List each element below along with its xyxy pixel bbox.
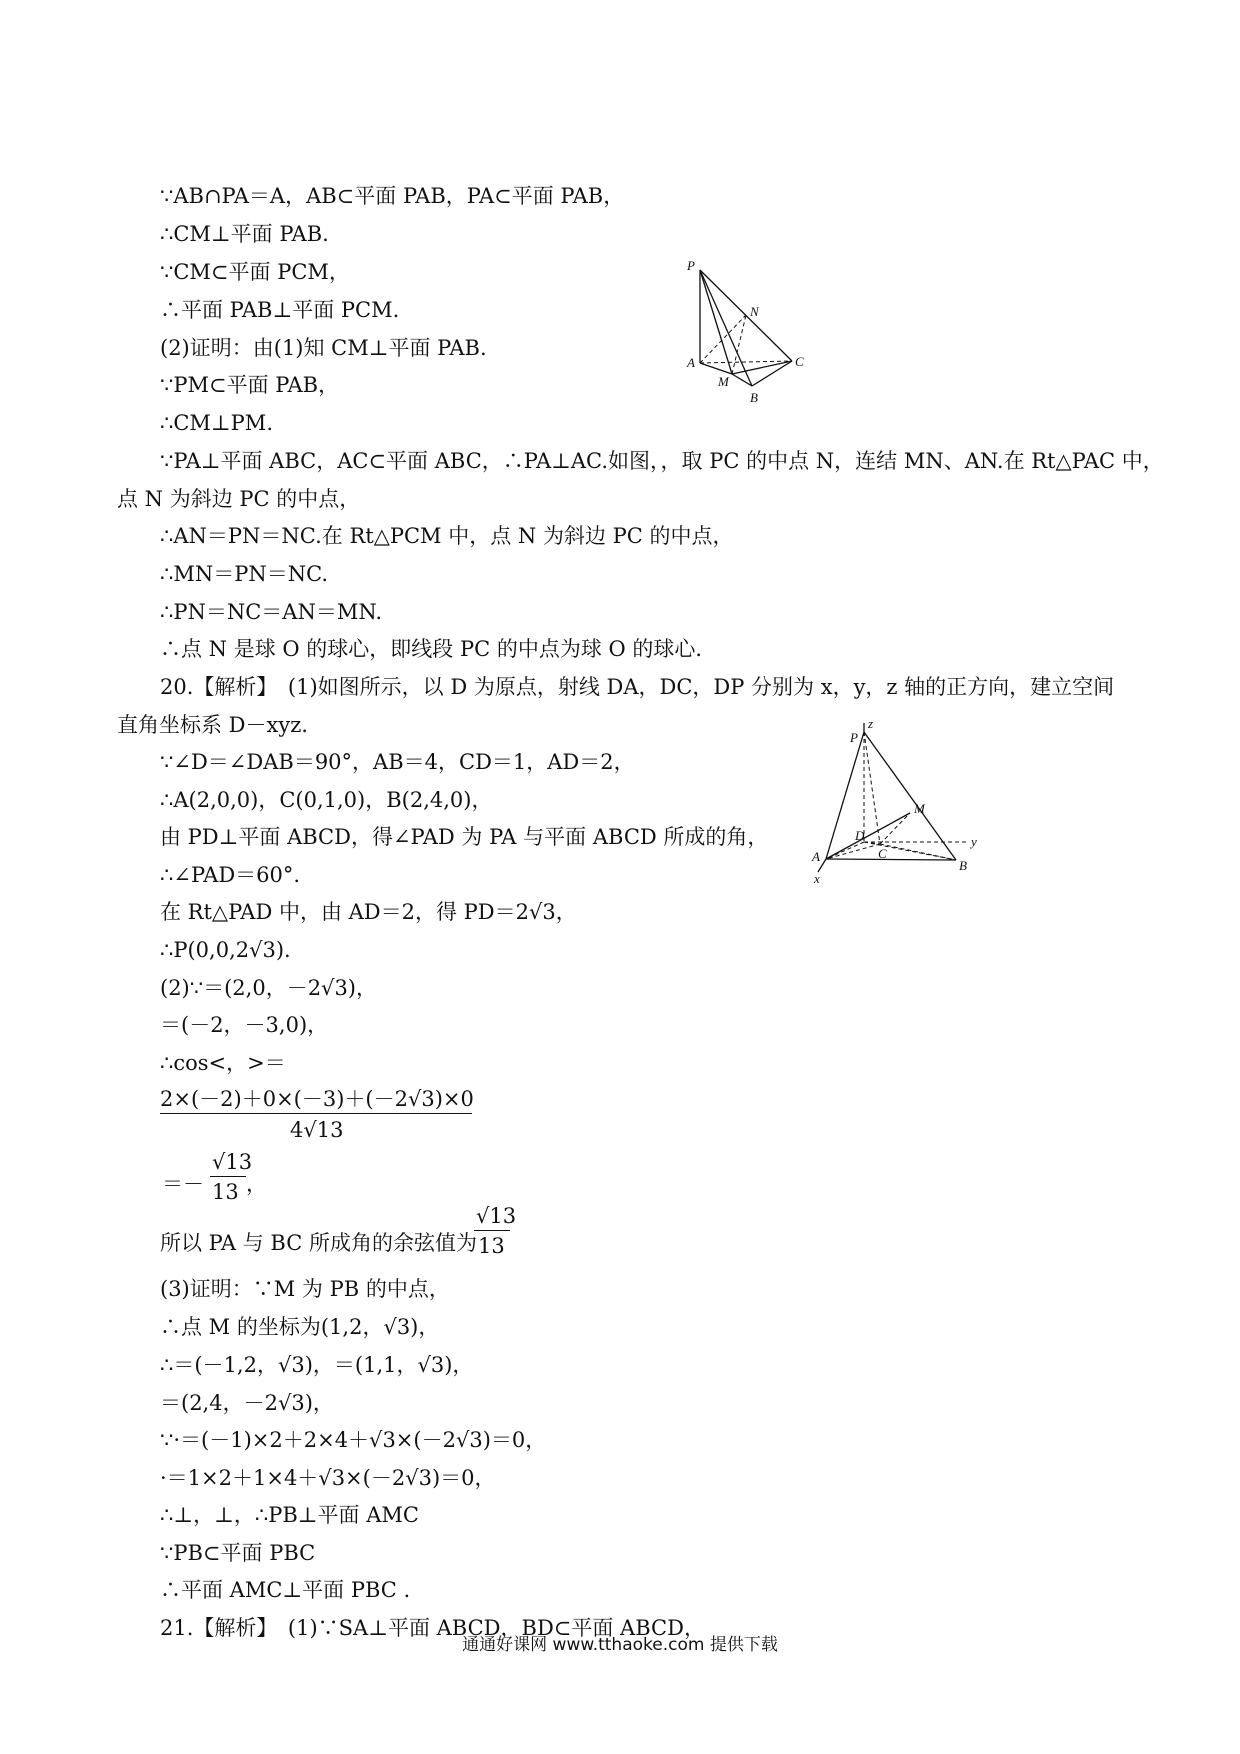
- fig1-label-a: A: [687, 355, 695, 370]
- text-line-8: ∵PA⊥平面 ABC，AC⊂平面 ABC，∴PA⊥AC.如图，，取 PC 的中点 N，连结 MN、AN.在 Rt△PAC 中，: [160, 449, 1164, 473]
- fig2-label-c: C: [878, 846, 887, 861]
- text-line-29: ＝(2,4，－2√3)，: [160, 1391, 334, 1415]
- text-line-32: ∴⊥，⊥，∴PB⊥平面 AMC: [160, 1503, 419, 1527]
- text-line-14: 20.【解析】 (1)如图所示，以 D 为原点，射线 DA，DC，DP 分别为 x，y，z 轴的正方向，建立空间: [160, 675, 1115, 699]
- text-line-31: ·＝1×2＋1×4＋√3×(－2√3)＝0，: [160, 1466, 496, 1490]
- text-line-23: ＝(－2，－3,0)，: [160, 1013, 329, 1037]
- text-line-20: 在 Rt△PAD 中，由 AD＝2，得 PD＝2√3，: [160, 900, 577, 924]
- text-line-18: 由 PD⊥平面 ABCD，得∠PAD 为 PA 与平面 ABCD 所成的角，: [160, 825, 769, 849]
- text-line-13: ∴点 N 是球 O 的球心，即线段 PC 的中点为球 O 的球心．: [160, 637, 717, 661]
- text-line-7: ∴CM⊥PM.: [160, 411, 273, 435]
- fig1-label-c: C: [795, 354, 804, 369]
- fig1-label-m: M: [718, 374, 729, 389]
- text-line-6: ∵PM⊂平面 PAB，: [160, 373, 340, 397]
- fraction-denominator: 4√13: [290, 1118, 344, 1142]
- fraction3-numerator: √13: [476, 1204, 517, 1228]
- text-line-22: (2)∵＝(2,0，－2√3)，: [160, 976, 377, 1000]
- text-line-26: (3)证明：∵M 为 PB 的中点，: [160, 1277, 450, 1301]
- text-line-33: ∵PB⊂平面 PBC: [160, 1541, 316, 1565]
- fig2-label-b: B: [959, 858, 967, 873]
- text-line-10: ∴AN＝PN＝NC.在 Rt△PCM 中，点 N 为斜边 PC 的中点，: [160, 524, 734, 548]
- fraction2-bar: [210, 1176, 246, 1177]
- fig1-label-n: N: [750, 304, 759, 319]
- fraction3-bar: [474, 1230, 510, 1231]
- text-line-34: ∴平面 AMC⊥平面 PBC .: [160, 1578, 411, 1602]
- fraction2-suffix: ，: [246, 1172, 267, 1196]
- fraction2-denominator: 13: [212, 1180, 239, 1204]
- fraction-numerator: 2×(－2)＋0×(－3)＋(－2√3)×0: [160, 1087, 474, 1111]
- text-line-15: 直角坐标系 D－xyz.: [117, 713, 308, 737]
- text-line-35: 21.【解析】 (1)∵SA⊥平面 ABCD，BD⊂平面 ABCD，: [160, 1616, 705, 1640]
- fig1-label-p: P: [687, 258, 695, 273]
- fig2-label-y: y: [971, 834, 977, 849]
- pyramid-figure-1: [680, 258, 810, 408]
- text-line-27: ∴点 M 的坐标为(1,2，√3)，: [160, 1315, 440, 1339]
- text-line-21: ∴P(0,0,2√3).: [160, 938, 291, 962]
- page-footer: 通通好课网 www.tthaoke.com 提供下载: [462, 1635, 778, 1655]
- fig2-label-p: P: [850, 730, 858, 745]
- text-line-17: ∴A(2,0,0)，C(0,1,0)，B(2,4,0)，: [160, 788, 493, 812]
- fig2-label-m: M: [914, 801, 925, 816]
- text-line-24: ∴cos<，>＝: [160, 1051, 286, 1075]
- text-line-16: ∵∠D＝∠DAB＝90°，AB＝4，CD＝1，AD＝2，: [160, 750, 635, 774]
- text-line-1: ∵AB∩PA＝A，AB⊂平面 PAB，PA⊂平面 PAB，: [160, 184, 625, 208]
- fig2-label-a: A: [812, 849, 820, 864]
- text-line-28: ∴＝(－1,2，√3)，＝(1,1，√3)，: [160, 1353, 474, 1377]
- text-line-5: (2)证明：由(1)知 CM⊥平面 PAB.: [160, 336, 487, 360]
- text-line-19: ∴∠PAD＝60°.: [160, 863, 301, 887]
- fraction3-denominator: 13: [478, 1234, 505, 1258]
- text-line-9: 点 N 为斜边 PC 的中点，: [117, 487, 361, 511]
- fraction-bar: [160, 1113, 472, 1114]
- fig2-label-z: z: [868, 720, 874, 731]
- fig1-label-b: B: [750, 390, 758, 405]
- text-line-25: 所以 PA 与 BC 所成角的余弦值为: [160, 1231, 477, 1255]
- pyramid-figure-2: [808, 720, 988, 890]
- text-line-3: ∵CM⊂平面 PCM，: [160, 260, 350, 284]
- fig2-label-x: x: [814, 871, 820, 886]
- text-line-30: ∵·＝(－1)×2＋2×4＋√3×(－2√3)＝0，: [160, 1428, 547, 1452]
- text-line-12: ∴PN＝NC＝AN＝MN.: [160, 600, 383, 624]
- fraction2-prefix: ＝－: [162, 1172, 204, 1196]
- text-line-4: ∴平面 PAB⊥平面 PCM.: [160, 298, 400, 322]
- fig2-label-d: D: [855, 828, 865, 843]
- text-line-2: ∴CM⊥平面 PAB.: [160, 222, 329, 246]
- text-line-11: ∴MN＝PN＝NC.: [160, 562, 329, 586]
- fraction2-numerator: √13: [212, 1150, 253, 1174]
